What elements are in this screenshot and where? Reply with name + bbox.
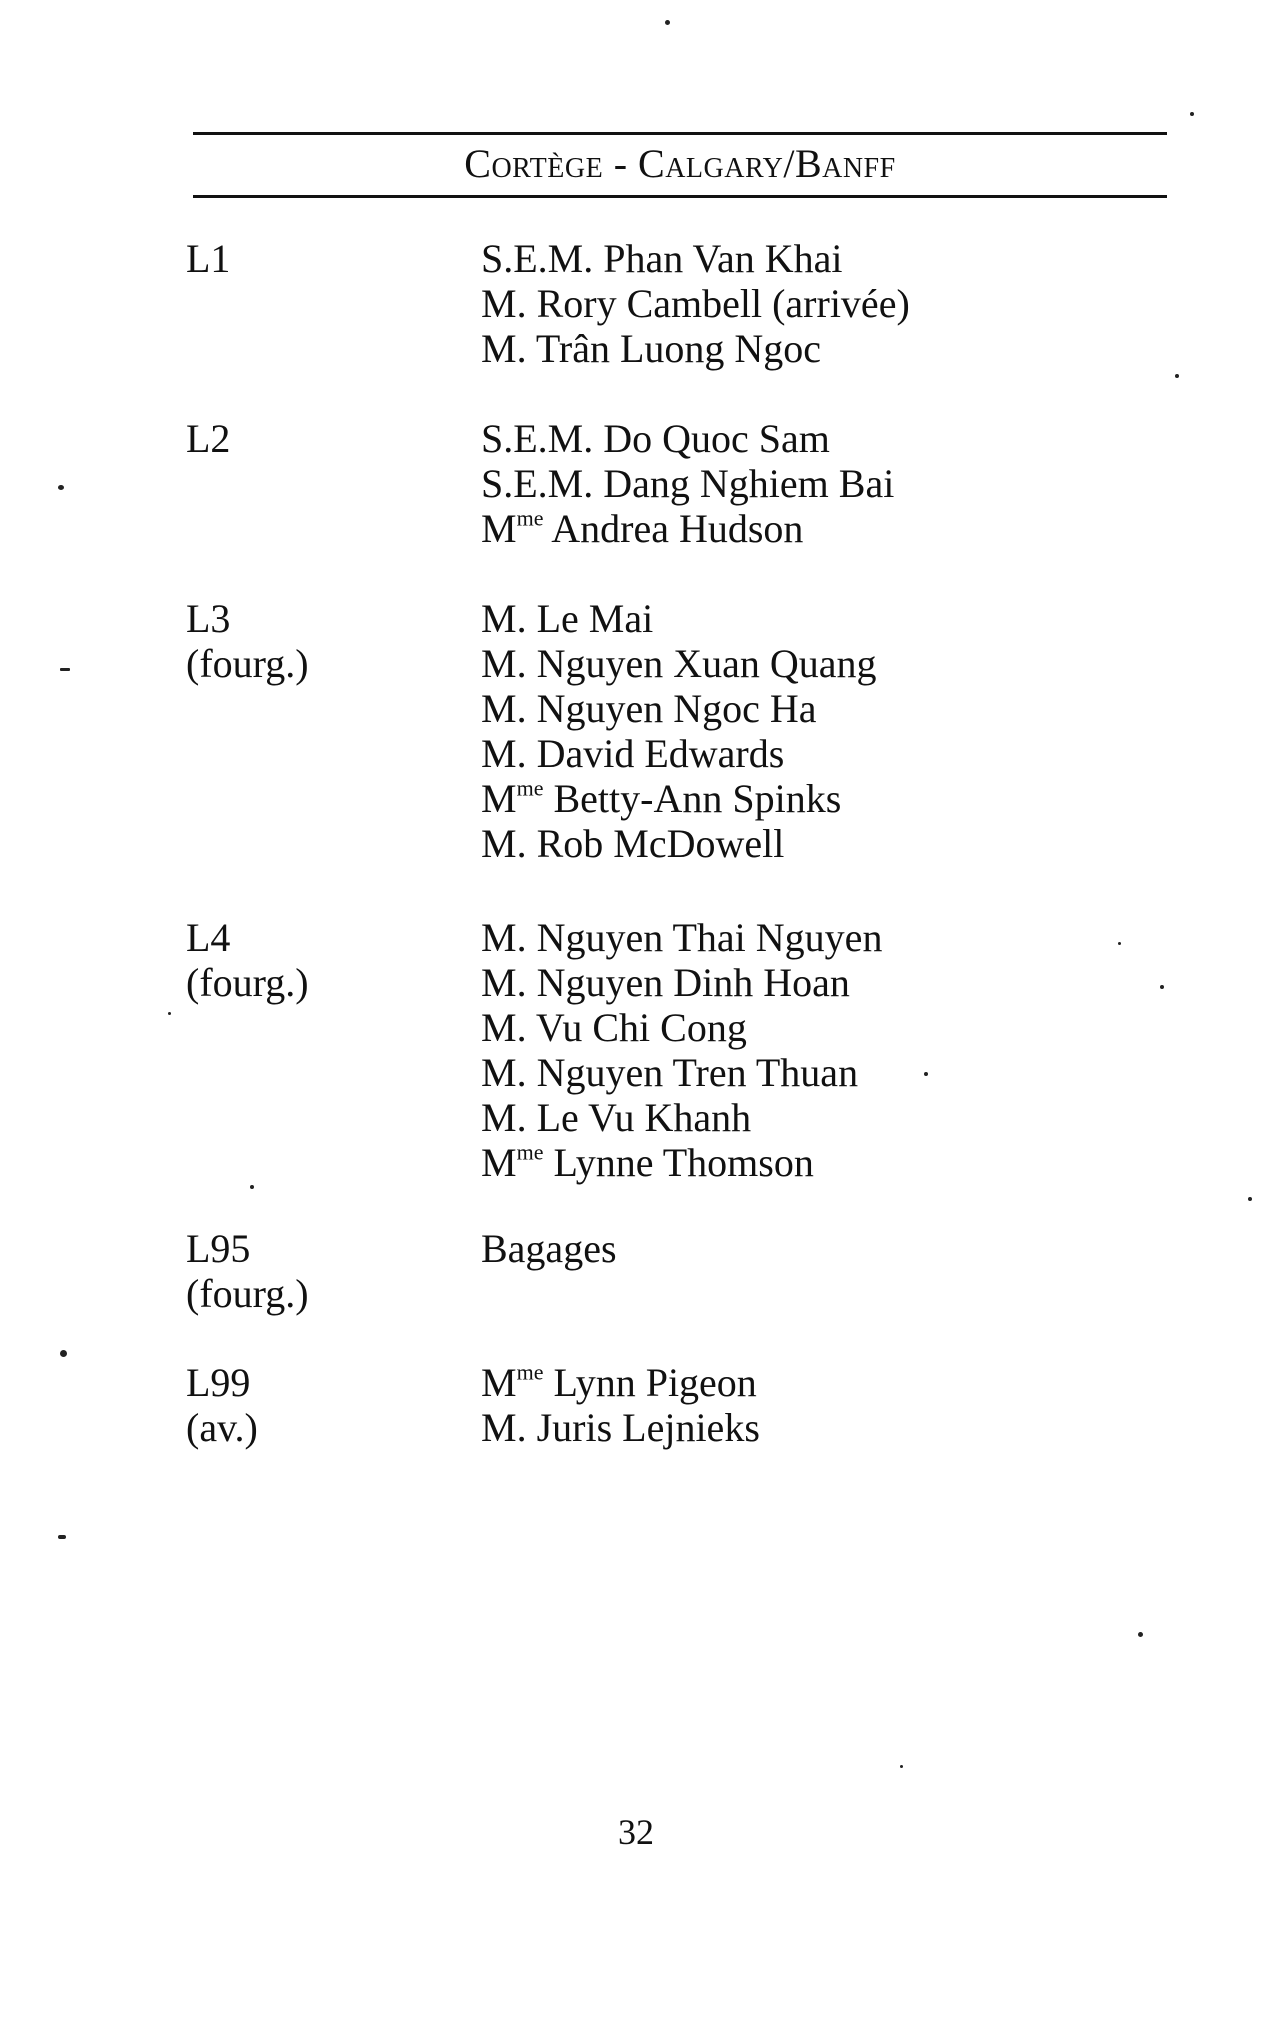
scan-speck — [58, 1535, 66, 1539]
occupant-title: M. — [481, 596, 527, 641]
page-title: Cortège - Calgary/Banff — [464, 141, 896, 186]
occupant-entry — [481, 915, 882, 960]
occupant-title: M. — [481, 281, 527, 326]
vehicle-code: L1 — [186, 236, 231, 281]
scan-speck — [168, 1012, 171, 1015]
occupant-entry — [481, 416, 894, 461]
occupant-title: M — [481, 1360, 517, 1405]
vehicle-type-note: (av.) — [186, 1405, 258, 1450]
occupant-title: M. — [481, 686, 527, 731]
scan-speck — [924, 1072, 928, 1076]
vehicle-label — [186, 236, 230, 281]
occupant-name: Phan Van Khai — [603, 236, 843, 281]
occupant-title: S.E.M. — [481, 236, 594, 281]
occupant-title: M — [481, 776, 517, 821]
occupant-list — [481, 1360, 760, 1450]
scan-speck — [900, 1765, 903, 1768]
occupant-name: Trân Luong Ngoc — [535, 326, 822, 371]
vehicle-label — [186, 1360, 258, 1450]
vehicle-label — [186, 416, 230, 461]
occupant-title-superscript: me — [516, 1359, 544, 1385]
occupant-entry — [481, 821, 877, 866]
occupant-entry — [481, 506, 894, 551]
occupant-name: Do Quoc Sam — [603, 416, 830, 461]
occupant-entry — [481, 1005, 882, 1050]
occupant-entry — [481, 1095, 882, 1140]
occupant-entry — [481, 326, 910, 371]
occupant-title: S.E.M. — [481, 416, 594, 461]
scan-speck — [1248, 1197, 1252, 1201]
occupant-title: M. — [481, 641, 527, 686]
occupant-name: Betty-Ann Spinks — [553, 776, 842, 821]
occupant-title: M. — [481, 821, 527, 866]
vehicle-code: L99 — [186, 1360, 251, 1405]
occupant-list — [481, 596, 877, 866]
occupant-title: M. — [481, 731, 527, 776]
occupant-title: M. — [481, 1050, 527, 1095]
occupant-entry — [481, 1226, 617, 1271]
occupant-entry — [481, 641, 877, 686]
occupant-name: Dang Nghiem Bai — [603, 461, 895, 506]
vehicle-code: L4 — [186, 915, 231, 960]
scan-speck — [60, 1350, 67, 1357]
occupant-name: Le Mai — [536, 596, 654, 641]
occupant-name: Bagages — [481, 1226, 617, 1271]
occupant-entry — [481, 1050, 882, 1095]
occupant-title-superscript: me — [516, 505, 544, 531]
header-rule-top — [193, 132, 1167, 135]
occupant-name: Nguyen Dinh Hoan — [536, 960, 850, 1005]
occupant-name: Vu Chi Cong — [535, 1005, 747, 1050]
occupant-entry — [481, 731, 877, 776]
occupant-entry — [481, 461, 894, 506]
vehicle-code: L3 — [186, 596, 231, 641]
vehicle-code: L2 — [186, 416, 231, 461]
occupant-title: M. — [481, 1005, 527, 1050]
occupant-name: Rory Cambell (arrivée) — [536, 281, 910, 326]
scan-speck — [250, 1185, 254, 1189]
scan-speck — [1175, 374, 1179, 378]
vehicle-label — [186, 596, 309, 686]
occupant-name: David Edwards — [536, 731, 785, 776]
vehicle-type-note: (fourg.) — [186, 641, 309, 686]
page-number: 32 — [618, 1812, 654, 1852]
occupant-name: Nguyen Thai Nguyen — [536, 915, 883, 960]
vehicle-code: L95 — [186, 1226, 251, 1271]
scan-speck — [58, 485, 64, 490]
occupant-entry — [481, 1405, 760, 1450]
occupant-list — [481, 1226, 617, 1271]
scan-speck — [1160, 985, 1164, 989]
vehicle-label — [186, 915, 309, 1005]
occupant-name: Juris Lejnieks — [536, 1405, 760, 1450]
occupant-name: Lynn Pigeon — [553, 1360, 757, 1405]
scan-speck — [1190, 112, 1194, 116]
occupant-name: Lynne Thomson — [553, 1140, 814, 1185]
occupant-title-superscript: me — [516, 775, 544, 801]
occupant-title: M — [481, 506, 517, 551]
occupant-title-superscript: me — [516, 1139, 544, 1165]
occupant-title: S.E.M. — [481, 461, 594, 506]
occupant-entry — [481, 596, 877, 641]
scan-speck — [665, 20, 670, 25]
occupant-entry — [481, 236, 910, 281]
scan-speck — [60, 668, 70, 671]
scan-speck — [1118, 942, 1121, 945]
occupant-name: Andrea Hudson — [551, 506, 804, 551]
occupant-title: M. — [481, 1405, 527, 1450]
vehicle-type-note: (fourg.) — [186, 960, 309, 1005]
occupant-list — [481, 915, 882, 1185]
occupant-list — [481, 416, 894, 551]
occupant-name: Nguyen Xuan Quang — [536, 641, 877, 686]
occupant-title: M. — [481, 960, 527, 1005]
scan-speck — [1138, 1632, 1143, 1637]
occupant-entry — [481, 1140, 882, 1185]
occupant-name: Nguyen Tren Thuan — [536, 1050, 859, 1095]
occupant-entry — [481, 1360, 760, 1405]
occupant-entry — [481, 960, 882, 1005]
occupant-entry — [481, 686, 877, 731]
occupant-title: M. — [481, 1095, 527, 1140]
vehicle-type-note: (fourg.) — [186, 1271, 309, 1316]
occupant-title: M. — [481, 326, 527, 371]
occupant-entry — [481, 776, 877, 821]
occupant-name: Nguyen Ngoc Ha — [536, 686, 817, 731]
occupant-list — [481, 236, 910, 371]
vehicle-label — [186, 1226, 309, 1316]
occupant-title: M. — [481, 915, 527, 960]
occupant-entry — [481, 281, 910, 326]
occupant-name: Rob McDowell — [536, 821, 785, 866]
occupant-title: M — [481, 1140, 517, 1185]
header-rule-bottom — [193, 195, 1167, 198]
occupant-name: Le Vu Khanh — [536, 1095, 752, 1140]
